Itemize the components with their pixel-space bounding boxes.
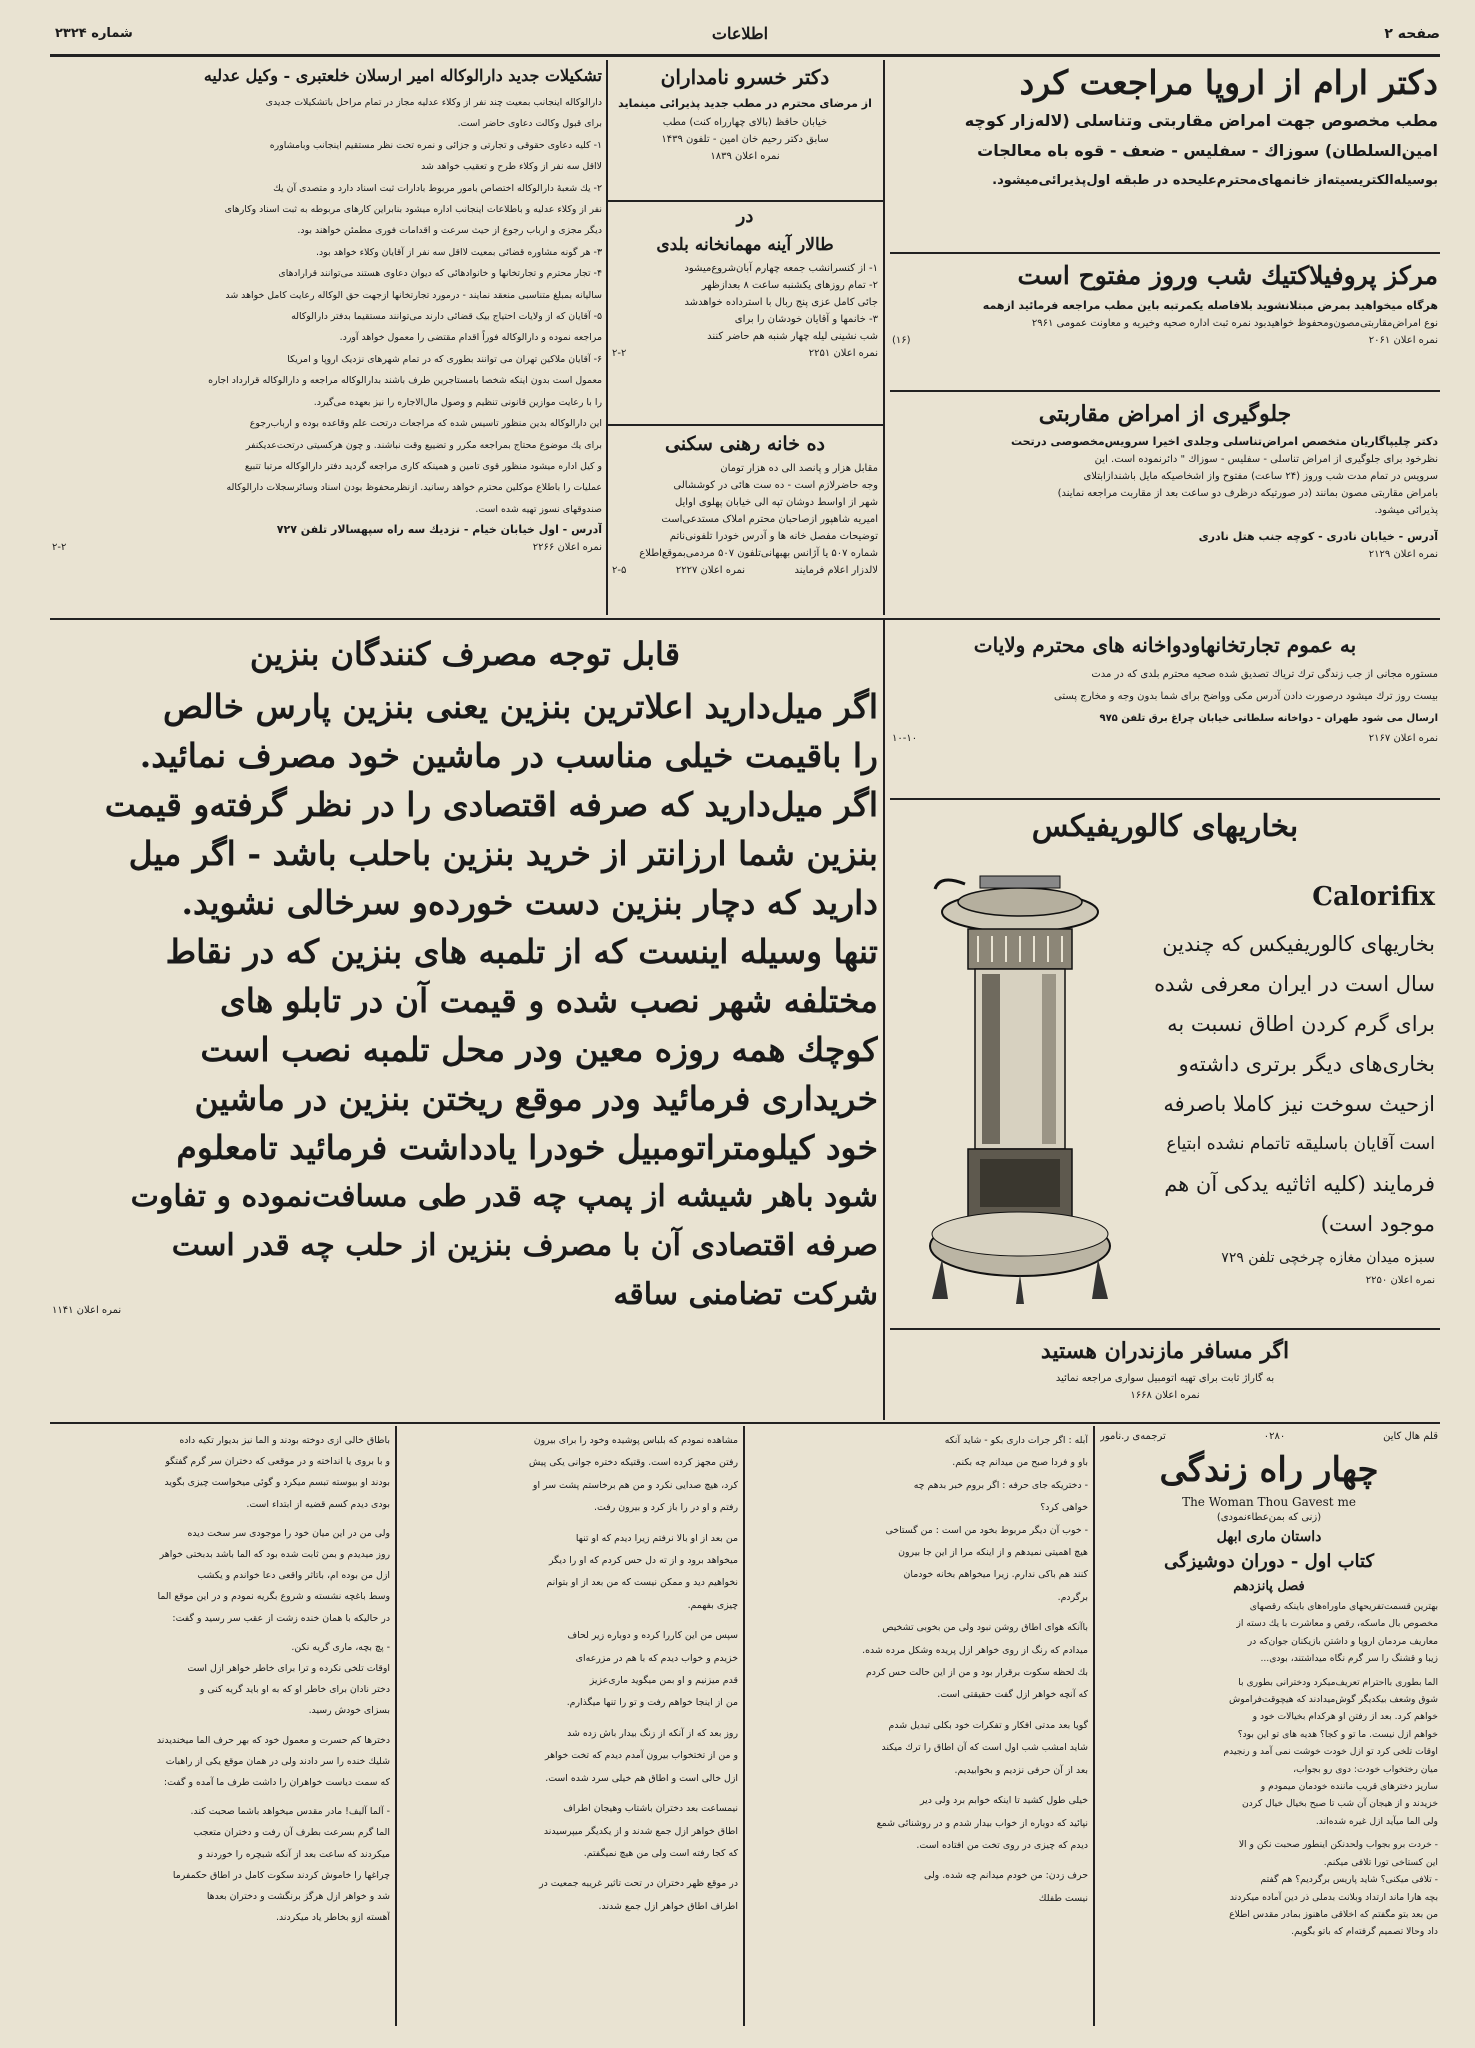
ad-divider — [608, 424, 883, 426]
ad-footer — [892, 332, 1438, 349]
text-line: باطاق خالی ازی دوخته بودند و الما نیز بدیوار تکیه داده — [179, 1435, 390, 1446]
text-line: در موقع ظهر دختران در تحت تاثیر غریبه جمعیت در — [539, 1878, 738, 1890]
text-line: کنند هم باکی ندارم. زیرا میخواهم بخانه خودمان — [903, 1569, 1088, 1581]
ad-title: تشکیلات جدید دارالوکاله امیر ارسلان خلعتبری - وکیل عدلیه — [203, 66, 602, 85]
ad-line: بوسیله‌الکتریسیته‌از خانمهای‌محترم‌علیحده در طبقه اول‌پذیرائی‌میشود. — [992, 173, 1438, 188]
text-line: وسط باغچه نشسته و شروع بگریه نمودم و در این موقع الما — [157, 1591, 390, 1603]
serial-translator: ترجمه‌ی ر.نامور — [1100, 1431, 1166, 1442]
text-line: خزیدم و خواب دیدم که با هم در مزرعه‌ای — [575, 1652, 738, 1664]
ad-mazandaran — [892, 1332, 1438, 1418]
ad-line: ۵- آقایان که از ولایات احتیاج بیک قضائی دارند می‌توانند مستقیما بدفتر دارالوکاله — [291, 311, 602, 323]
text-line: شاید امشب شب اول است که آن اطاق را ترك میکند — [881, 1742, 1088, 1754]
ad-divider — [890, 1328, 1440, 1330]
text-line: معاریف مردمان اروپا و داشتن بازیکنان جوان‌که در — [1247, 1635, 1438, 1647]
text-line — [750, 1609, 1088, 1617]
text-line: نپائید که دوباره از خواب بیدار شدم و در روشنائی شمع — [876, 1817, 1088, 1829]
ad-note: ۲-۵ — [612, 565, 627, 576]
text-line: و با بروی یا انداخته و در موقعی که دختران سر گرم گفتگو — [165, 1456, 390, 1468]
ad-line: را با رعایت موازین قانونی تنظیم و وصول مال‌الاجاره را نیز بعهده می‌گیرد. — [313, 396, 602, 408]
serial-column-1 — [1100, 1428, 1438, 2028]
ad-line: ۳- هر گونه مشاوره قضائی بمعیت لااقل سه نفر از آقایان وکلاء خواهد بود. — [316, 246, 602, 258]
serial-text — [1100, 1598, 1438, 1941]
ad-title: طالار آینه مهمانخانه بلدی — [656, 235, 834, 255]
ad-line: مقابل هزار و پانصد الی ده هزار تومان — [720, 463, 878, 474]
ad-line: و کیل اداره میشود منظور قوی تامین و همینکه کاری مراجعه گردید دفتر دارالوکاله مرتبا تتبیع — [244, 460, 602, 472]
ad-line: دیگر مجزی و ارباب رجوع از حیث سرعت و اقدامات فوری مطمئن خواهند بود. — [297, 225, 602, 237]
text-line: روز میدیدم و بمن ثابت شده بود که الما باشد بدبختی خواهر — [159, 1549, 390, 1561]
ad-doctor-aram — [892, 60, 1438, 256]
ad-sub: هرگاه میخواهید بمرض مبتلانشوید بلافاصله یکمرتبه باین مطب مراجعه فرمائید ازهمه — [982, 299, 1438, 312]
ad-divider — [890, 798, 1440, 800]
ad-number: نمره اعلان ۲۲۶۶ — [532, 542, 602, 554]
text-line: که کجا رفته است ولی من هیچ نمیگفتم. — [583, 1847, 738, 1859]
ad-line: را باقیمت خیلی مناسب در ماشین خود مصرف نمائید. — [139, 736, 878, 775]
ad-line: سال است در ایران معرفی شده — [1154, 972, 1435, 996]
text-line: خواهی کرد؟ — [1040, 1502, 1088, 1514]
text-line: رفتم و او در را باز کرد و بیرون رفت. — [594, 1502, 738, 1514]
text-line: زیبا و قشنگ را سر گرم نگاه میداشتند، بودی... — [1260, 1653, 1438, 1665]
newspaper-name: اطلاعات — [711, 24, 769, 43]
text-line: شد و خواهر ازل هرگز برنگشت و دختران بعدها — [206, 1891, 390, 1903]
text-line — [750, 1707, 1088, 1715]
text-line: ازل من بوده ام، باتاثر واقعی دعا خواندم و یکشب — [197, 1570, 390, 1582]
ad-number: نمره اعلان ۲۱۶۷ — [1368, 733, 1438, 744]
ad-line: بخاری‌های دیگر برتری داشته‌و — [1178, 1052, 1435, 1076]
serial-chapter: فصل پانزدهم — [1233, 1579, 1305, 1594]
ad-divider — [890, 252, 1440, 254]
text-line: باو و فردا صبح من میدانم چه بکنم. — [952, 1457, 1088, 1469]
ad-line: ۲- یك شعبهٔ دارالوکاله اختصاص بامور مربوط بادارات ثبت اسناد دارد و متصدی آن یك — [273, 182, 602, 194]
text-line: داد وحالا تصمیم گرفته‌ام که باتو بگویم. — [1291, 1926, 1438, 1938]
ad-number: نمره اعلان ۲۲۵۰ — [1365, 1275, 1435, 1286]
text-line: بعد از آن حرفی نزدیم و بخوابیدیم. — [954, 1764, 1088, 1776]
text-line: خزیدند و از هیجان آن شب تا صبح بخیال خیال کردن — [1241, 1798, 1438, 1810]
ad-line: دارالوکاله اینجانب بمعیت چند نفر از وکلاء عدلیه مجاز در تمام مراحل باتشکیلات جدیدی — [265, 97, 602, 108]
ad-line: توضیحات مفصل خانه ها و آدرس خودرا تلفونی‌ناتم — [669, 531, 878, 542]
ad-line: ۴- تجار محترم و تجارتخانها و خانوادهائی که دیوان دعاوی هستند می‌توانند قرارادهای — [278, 268, 602, 280]
ad-calorifix — [890, 804, 1440, 1324]
text-line: سپس من این کاررا کرده و دوباره زیر لحاف — [567, 1630, 738, 1642]
ad-sub: دکتر چلیپاگاریان متخصص امراض‌تناسلی وجلدی اخیرا سرویس‌مخصوصی درتحت — [1010, 435, 1438, 448]
text-line: چیزی بفهمم. — [687, 1599, 738, 1611]
ad-line: ۳- خانمها و آقایان خودشان را برای — [734, 314, 878, 325]
ad-line: ۱- کلیه دعاوی حقوقی و تجارتی و جزائی و نمره تحت نظر مستقیم اینجانب وبامشاوره — [269, 139, 602, 151]
text-line: اطراف اطاق خواهر ازل جمع شدند. — [598, 1900, 738, 1912]
text-line: حرف زدن: من خودم میدانم چه شده. ولی — [924, 1870, 1088, 1882]
ad-footer — [612, 345, 878, 362]
text-line: - پچ بچه، ماری گریه نکن. — [291, 1641, 390, 1653]
ad-line: اگر میل‌دارید که صرفه اقتصادی را در نظر گرفته‌و قیمت — [104, 785, 878, 824]
stove-top-icon — [935, 876, 1098, 932]
text-line: بودند او بیوسته تبسم میکرد و گوئی میخواست چیزی بگوید — [164, 1477, 390, 1489]
ad-line: برای گرم کردن اطاق نسبت به — [1167, 1012, 1435, 1036]
ad-line: جائی کامل عزی پنج ربال با استرداده خواهدشد — [684, 297, 878, 308]
stove-illustration — [920, 854, 1120, 1324]
text-line: در حالیکه با همان خنده زشت از عقب سر رسید و گفت: — [172, 1612, 390, 1624]
ad-footer — [52, 539, 602, 556]
ad-line: امین‌السلطان) سوزاك - سفلیس - ضعف - قوه باه معالجات — [977, 141, 1438, 160]
ad-address: آدرس - خیابان نادری - کوچه جنب هتل نادری — [1198, 530, 1438, 543]
ad-line: ۶- آقایان ملاکین تهران می توانند بطوری که در تمام شهرهای نزدیک اروپا و امریکا — [287, 353, 602, 365]
text-line: - دختریکه جای حرفه : اگر بروم خبر بدهم چه — [913, 1479, 1088, 1491]
ad-title: دکتر ارام از اروپا مراجعت کرد — [1019, 63, 1438, 102]
ad-line: معمول است بدون اینکه شخصا بامستاجرین طرف باشند بدارالوکاله مراجعه و دارالوکاله قرارداد اجاره — [208, 375, 602, 387]
text-line: مخصوص بال ماسکه، رقص و معاشرت با یك دسته از — [1236, 1618, 1438, 1630]
ad-line: امیریه شاهپور ازصاحبان محترم املاک مستدعی‌است — [661, 514, 878, 525]
ad-gasoline — [52, 626, 878, 1416]
ad-line: خود کیلومتراتومبیل خودرا یادداشت فرمائید تامعلوم — [176, 1128, 878, 1167]
ad-line: بیست روز ترك میشود درصورت دادن آدرس مکی وواضح برای شما بدون وجه و مخارج پستی — [1054, 691, 1438, 702]
text-line: دخترها کم حسرت و معمول خود که بهر حرف الما میخندیدند — [156, 1734, 390, 1746]
ad-line: دارید که دچار بنزین دست خورده‌و سرخالی نشوید. — [181, 883, 878, 922]
text-line: شوق وشعف بیکدیگر گوش‌میدادند که هیچوقت‌فراموش — [1229, 1694, 1438, 1706]
ad-line: ۱- از کنسرانشب جمعه چهارم آبان‌شروع‌میشود — [684, 263, 878, 274]
text-line: نیمساعت بعد دختران باشتاب وهیجان اطراف — [563, 1803, 738, 1815]
ad-title: ده خانه رهنی سکنی — [664, 433, 825, 455]
ad-line: به گاراژ ثابت برای تهیه اتومبیل سواری مراجعه نمائید — [1055, 1373, 1275, 1384]
ad-brand: Calorifix — [1312, 882, 1435, 912]
text-line: که آنچه خواهر ازل گفت حقیقتی است. — [937, 1689, 1088, 1701]
text-line: نیست طفلك — [1038, 1892, 1088, 1904]
text-line: نخواهیم دید و ممکن نیست که من بعد از او بتوانم — [546, 1577, 738, 1589]
text-line: - آلما آلیف! مادر مقدس میخواهد باشما صحبت کند. — [190, 1806, 390, 1818]
text-line: - تلافی میکنی؟ شاید پاریس برگردیم؟ هم گفتم — [1260, 1874, 1438, 1886]
text-line: باآنکه هوای اطاق روشن نبود ولی من بخوبی تشخیص — [882, 1622, 1088, 1634]
ad-line: لااقل سه نفر از وکلاء طرح و تعقیب خواهد شد — [421, 161, 602, 173]
ad-line: ازحیث سوخت نیز کاملا باصرفه — [1163, 1092, 1435, 1116]
ad-line: وجه حاضرلازم است - ده ست هائی در کوششالی — [673, 480, 878, 491]
ad-line: خیابان حافظ (بالای چهارراه کنت) مطب — [662, 117, 828, 128]
text-line — [402, 1715, 738, 1723]
ad-prevention — [892, 396, 1438, 614]
ad-line: صندوقهای نسوز تهیه شده است. — [475, 503, 602, 515]
ad-footer — [612, 562, 878, 579]
ad-number: نمره اعلان ۲۰۶۱ — [1368, 335, 1438, 346]
text-line: ازل خالی است و اطاق هم خیلی سرد شده است. — [545, 1772, 738, 1784]
text-line: من بعد از او بالا نرفتم زیرا دیدم که او تنها — [575, 1532, 738, 1544]
text-line: اوقات تلخی کرد تو ازل خودت خوشت نمی آمد و رنجیدم — [1223, 1746, 1438, 1758]
text-line: که سمت دیاست خواهران را داشت طرف ما آمده و گفت: — [163, 1777, 390, 1789]
text-line: بهترین قسمت‌تفریحهای ماوراه‌های باینکه رقصهای — [1249, 1601, 1438, 1612]
ad-line: مستوره مجانی از جب زندگی ترك تریاك تصدیق شده صحیه محترم بلدی که در مدت — [1091, 669, 1438, 680]
text-line — [402, 1617, 738, 1625]
text-line: قدم میزنیم و او بمن میگوید ماری‌عزیز — [589, 1675, 738, 1687]
serial-column-4 — [52, 1430, 390, 2026]
text-line: ساریز دخترهای قریب ماننده خودمان میمودم و — [1260, 1781, 1438, 1793]
text-line: مشاهده نمودم که بلباس پوشیده وخود را برای بیرون — [533, 1435, 738, 1446]
ad-line: بنزین شما ارزانتر از خرید بنزین باحلب باشد - اگر میل — [128, 834, 878, 873]
ad-line: سابق دکتر رحیم خان امین - تلفون ۱۴۳۹ — [661, 134, 829, 145]
serial-column-3 — [402, 1430, 738, 2026]
ad-line: این دارالوکاله بدین منظور تاسیس شده که مراجعات درتحت علم وقاعده بوده و ارباب‌رجوع — [249, 418, 602, 430]
serial-title: چهار راه زندگی — [1159, 1450, 1379, 1490]
text-line: میخواهد برود و از ته دل حس کردم که او را دیگر — [548, 1555, 738, 1567]
ad-line: برای قبول وکالت دعاوی حاضر است. — [457, 118, 602, 130]
text-line: - خردت برو بجواب ولحدنکن اینطور صحبت نکن و الا — [1238, 1839, 1438, 1851]
ad-line: مطب مخصوص جهت امراض مقاربتی وتناسلی (لاله‌زار کوچه — [964, 111, 1438, 130]
ad-line: ۲- تمام روزهای یکشنبه ساعت ۸ بعدازظهر — [701, 280, 878, 291]
ad-title: به عموم تجارتخانها‌ودواخانه های محترم ولایات — [973, 633, 1357, 657]
column-rule — [1093, 1426, 1095, 2026]
ad-divider — [890, 390, 1440, 392]
ad-houses — [612, 428, 878, 614]
ad-line: فرمایند (کلیه اثاثیه یدکی آن هم — [1164, 1172, 1435, 1196]
text-line: الما گرم بسرعت بطرف آن رفت و دختران متعجب — [193, 1827, 390, 1839]
ad-line: موجود است) — [1320, 1212, 1435, 1236]
ad-number: نمره اعلان ۱۸۳۹ — [710, 151, 780, 162]
ad-line: بخاریهای کالوریفیکس که چندین — [1162, 932, 1435, 956]
ad-line: اگر میل‌دارید اعلاترین بنزین یعنی بنزین پارس خالص — [163, 687, 878, 726]
ad-address: سبزه میدان مغازه چرخچی تلفن ۷۲۹ — [1221, 1250, 1435, 1266]
text-line: بك لحظه سکوت برقرار بود و من از این حالت حس کردم — [865, 1667, 1088, 1679]
text-line — [402, 1865, 738, 1873]
section-rule — [50, 618, 1440, 620]
ad-title: جلوگیری از امراض مقاربتی — [1038, 401, 1292, 427]
text-line: برگردم. — [1057, 1591, 1088, 1603]
ad-line: پذیرائی میشود. — [1374, 505, 1438, 516]
ad-number: نمره اعلان ۱۱۴۱ — [52, 1305, 122, 1316]
ad-title: مرکز پروفیلاکتیك شب وروز مفتوح است — [1017, 261, 1438, 290]
ad-line: شهر از اواسط دوشان تپه الی خیابان پهلوی اوایل — [674, 497, 878, 508]
page-number: صفحه ۲ — [1384, 26, 1440, 42]
text-line — [402, 1520, 738, 1528]
ad-note: (۱۶) — [892, 335, 911, 346]
ad-talar — [612, 204, 878, 424]
ad-line: است آقایان باسلیقه تاتمام نشده ابتیاع — [1166, 1134, 1435, 1154]
ad-line: صرفه اقتصادی آن با مصرف بنزین از حلب چه قدر است — [171, 1228, 878, 1263]
text-line: بودی دیدم کسم قضیه از ابتداء است. — [246, 1498, 390, 1510]
section-rule — [50, 1422, 1440, 1424]
ad-note: ۲-۲ — [612, 348, 627, 359]
text-line: هیچ اهمیتی نمیدهم و از اینکه مرا از این جا بیرون — [898, 1547, 1088, 1559]
text-line: کرد، هیچ صدایی نکرد و من هم برخاستم پشت سر او — [532, 1479, 738, 1491]
ad-khosrow — [612, 60, 878, 196]
text-line: اطاق خواهر ازل جمع شدند و از یکدیگر میپرسیدند — [543, 1825, 738, 1837]
text-line: خواهم کرد. بعد از رفتن او هرکدام بخیالات خود و — [1252, 1711, 1438, 1723]
serial-column-2 — [750, 1430, 1088, 2026]
text-line: اوقات تلخی نکرده و ترا برای خاطر خواهر ازل است — [187, 1663, 390, 1675]
text-line: بسزای خودش رسید. — [308, 1705, 390, 1717]
ad-title: قابل توجه مصرف کنندگان بنزین — [249, 635, 681, 673]
text-line: دختر نادان برای خاطر او که به او باید گریه کنی و — [199, 1684, 390, 1696]
ad-line: نظرخود برای جلوگیری از امراض تناسلی - سفلیس - سوزاك " دائرنموده است. این — [1094, 454, 1438, 465]
ad-signature: شرکت تضامنی ساقه — [613, 1277, 878, 1312]
text-line: چراغها را خاموش کردند سکوت کامل در اطاق حکمفرما — [172, 1869, 390, 1881]
ad-line: نوع امراض‌مقاربتی‌مصون‌ومحفوظ خواهیدبود نمره ثبت اداره صحیه وخیریه و معاونت عمومی ۲۹۶۱ — [1031, 318, 1438, 329]
ad-line: بامراض مقاربتی مصون بمانند (در صورتیکه درظرف دو ساعت بعد از مقاربت مراجعه نمایند) — [1057, 488, 1438, 499]
ad-pharmacy — [892, 626, 1438, 794]
ad-address: آدرس - اول خیابان خیام - نزدیك سه راه سپهسالار تلفن ۷۲۷ — [276, 523, 602, 537]
text-line — [52, 1793, 390, 1801]
text-line — [52, 1515, 390, 1523]
ad-sub: از مرضای محترم در مطب جدید پذیرائی مینماید — [618, 97, 872, 110]
serial-author: قلم هال کاین — [1383, 1431, 1438, 1442]
ad-line: تنها وسیله اینست که از تلمبه های بنزین که در نقاط — [165, 932, 878, 971]
text-line: و من از تختخواب بیرون آمدم دیدم که تخت خواهر — [544, 1750, 738, 1762]
text-line — [750, 1857, 1088, 1865]
column-rule — [606, 60, 608, 615]
ad-number: نمره اعلان ۲۱۲۹ — [1368, 549, 1438, 560]
text-line: گویا بعد مدتی افکار و تفکرات خود بکلی تبدیل شدم — [888, 1719, 1088, 1731]
ad-line: عملیات را باطلاع موکلین محترم خواهد رسانید. ازنظر‌محفوظ بودن اسناد وسائر‌سجلات دارالوکاله — [226, 482, 602, 494]
text-line: بچه هارا ماند ارتداد وبلانت بدملی ذر دین آماده میکردند — [1229, 1891, 1438, 1903]
text-line: این کستاخی تورا تلافی میکنم. — [1323, 1856, 1438, 1868]
serial-part: کتاب اول - دوران دوشیزگی — [1163, 1551, 1375, 1572]
ad-prophylactic — [892, 256, 1438, 384]
text-line — [750, 1782, 1088, 1790]
serial-english-title: The Woman Thou Gavest me — [1182, 1495, 1356, 1509]
ad-line: کوچك همه روزه معین ودر محل تلمبه نصب است — [200, 1030, 878, 1069]
ad-line: نفر از وکلاء عدلیه و باطلاعات اینجانب اداره میشود بنابراین کارهای مربوطه به ثبت اسناد وکارهای — [224, 204, 602, 216]
text-line: میدادم که رنگ از روی خواهر ازل پریده وشکل مرده شده. — [862, 1644, 1088, 1656]
ad-note: ۲-۲ — [52, 542, 67, 554]
ad-line: برای یك موضوع محتاج بمراجعه مکرر و تضییع وقت نباشند. و چون هرکسیتی درتحت‌عدیکنفر — [245, 439, 602, 451]
text-line: روز بعد که از آنکه از زنگ بیدار باش زده شد — [567, 1727, 738, 1739]
ad-footer — [52, 1270, 878, 1319]
text-line: ولی من در این میان خود را موجودی سر سخت دیده — [187, 1527, 390, 1539]
ad-footer — [892, 730, 1438, 747]
text-line: آهسته ازو بخاطر یاد میکردند. — [275, 1912, 390, 1924]
ad-line: سرویس در تمام مدت شب وروز (۲۴ ساعت) مفتوح واز اشخاصیکه مایل باشند‌ازابتلای — [1083, 471, 1438, 482]
text-line: من بعد بتو مگفتم که اخلاقی ماهنوز بمادر مقدس اطلاع — [1229, 1908, 1438, 1920]
column-rule — [743, 1426, 745, 2026]
column-rule — [395, 1426, 397, 2026]
ad-line: شماره ۵۰۷ یا آژانس بهبهانی‌تلفون ۵۰۷ مردمی‌بموقع‌اطلاع — [639, 548, 878, 559]
serial-number: ۰۲۸۰ — [1263, 1431, 1286, 1442]
issue-number: شماره ۲۳۲۴ — [55, 26, 133, 41]
text-line — [52, 1629, 390, 1637]
column-rule — [883, 60, 885, 615]
ad-line: ارسال می شود طهران - دواخانه سلطانی خیابان چراغ برق تلفن ۹۷۵ — [1099, 713, 1438, 724]
ad-line: سالیانه بمبلغ متناسبی منعقد نمایند - درمورد تجارتخانها ازجهت حق الوکاله رعایت کامل خواهد شد — [225, 289, 602, 301]
ad-title: اگر مسافر مازندران هستید — [1040, 1338, 1290, 1364]
text-line: میان رختخواب خودت: دوی رو بجواب، — [1293, 1763, 1438, 1775]
ad-line: شب نشینی لیله چهار شنبه هم حاضر کنند — [707, 331, 878, 342]
text-line — [402, 1790, 738, 1798]
text-line: خواهم ازل نیست. ما تو و کجا؟ هدیه های تو این بود؟ — [1237, 1728, 1438, 1740]
ad-body — [1125, 924, 1435, 1289]
ad-number: نمره اعلان ۱۶۶۸ — [1130, 1390, 1200, 1401]
ad-title-small: در — [736, 206, 754, 227]
text-line — [52, 1722, 390, 1730]
ad-line: لالدزار اعلام فرمایند — [794, 565, 878, 576]
text-line: آبله : اگر جرات داری بکو - شاید آنکه — [944, 1435, 1088, 1446]
text-line: الما بطوری بااحترام تعریف‌میکرد ودخترانی بطوری با — [1238, 1676, 1438, 1688]
column-rule — [883, 620, 885, 1420]
ad-title: دکتر خسرو نامداران — [660, 65, 830, 89]
serial-english-prefix: (زنی که بمن‌عطاءنمودی) — [1216, 1512, 1322, 1523]
text-line: - خوب آن دیگر مربوط بخود من است : من گستاخی — [885, 1524, 1088, 1536]
text-line: دیدم که چیزی در روی تخت من افتاده است. — [916, 1839, 1088, 1851]
ad-note: ۱۰-۱۰ — [892, 733, 918, 744]
text-line: شلیك خنده را سر دادند ولی در همان موقع یکی از راهبات — [165, 1755, 390, 1767]
header-rule — [50, 54, 1440, 57]
serial-meta — [1100, 1428, 1438, 1445]
ad-line: مراجعه نموده و دارالوکاله فوراً اقدام مقتضی را معمول خواهد آورد. — [339, 332, 602, 344]
ad-line: مختلفه شهر نصب شده و قیمت آن در تابلو های — [219, 981, 878, 1020]
ad-line: خریداری فرمائید ودر موقع ریختن بنزین در ماشین — [194, 1079, 878, 1118]
ad-number: نمره اعلان ۲۲۲۷ — [675, 565, 746, 576]
text-line: ولی الما میآید ازل غیره شده‌اند. — [1315, 1815, 1438, 1827]
text-line: من از اینجا خواهم رفت و تو را تنها میگذارم. — [566, 1697, 738, 1709]
text-line: رفتن مجهز کرده است. وقتیکه دختره جوانی یکی پیش — [528, 1457, 738, 1469]
text-line: خیلی طول کشید تا اینکه خوابم برد ولی دیر — [920, 1795, 1088, 1807]
ad-line: شود باهر شیشه از پمپ چه قدر طی مسافت‌نموده و تفاوت — [130, 1179, 878, 1214]
ad-divider — [608, 200, 883, 202]
ad-number: نمره اعلان ۲۲۵۱ — [808, 348, 878, 359]
ad-title: بخاریهای کالوریفیکس — [1031, 809, 1299, 844]
text-line: میکردند که ساعت بعد از آنکه شبچره را خوردند و — [198, 1848, 390, 1860]
ad-attorney — [52, 60, 602, 615]
serial-story: داستان ماری ابهل — [1216, 1529, 1322, 1545]
